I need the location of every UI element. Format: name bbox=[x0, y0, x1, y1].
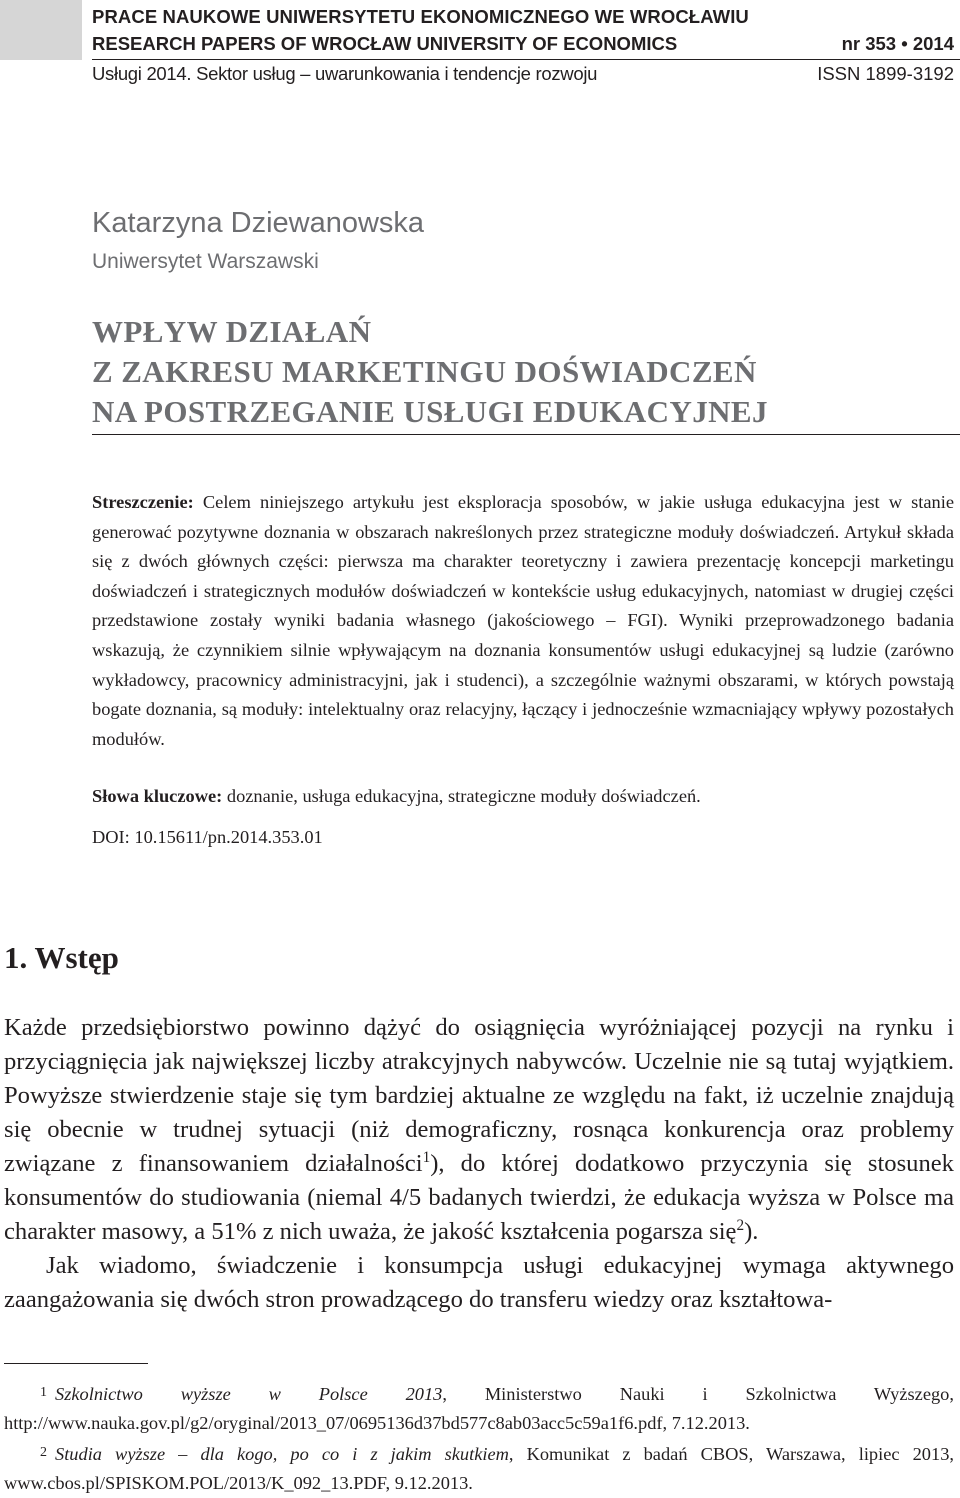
body-text-span: ), do której dodatkowo przyczynia się stosunek konsumentów do studiowania (niemal 4/5 badanych twierdzi, że edukacja wyższa w Polsce ma charakter masowy, a 51% z nich uważa, że jakość kształcenia pogarsza się bbox=[4, 1150, 954, 1245]
header-rule bbox=[92, 59, 960, 60]
header-gray-block bbox=[0, 0, 82, 60]
journal-issue: nr 353 • 2014 bbox=[841, 33, 954, 54]
keywords bbox=[92, 786, 701, 807]
footnote bbox=[4, 1438, 954, 1498]
abstract-label: Streszczenie: bbox=[92, 492, 194, 512]
body-text-span: ). bbox=[744, 1218, 759, 1245]
footnote-title: Szkolnictwo wyższe w Polsce 2013 bbox=[55, 1384, 443, 1404]
journal-name-en: RESEARCH PAPERS OF WROCŁAW UNIVERSITY OF ECONOMICS bbox=[92, 33, 678, 54]
author-name: Katarzyna Dziewanowska bbox=[92, 207, 425, 239]
title-line: WPŁYW DZIAŁAŃ bbox=[92, 314, 372, 349]
footnote-ref[interactable]: 1 bbox=[422, 1148, 431, 1166]
issn: ISSN 1899-3192 bbox=[817, 63, 954, 84]
journal-name-pl: PRACE NAUKOWE UNIWERSYTETU EKONOMICZNEGO WE WROCŁAWIU bbox=[92, 6, 749, 27]
footnotes bbox=[4, 1378, 954, 1498]
footnote-number: 1 bbox=[40, 1385, 47, 1400]
title-line: NA POSTRZEGANIE USŁUGI EDUKACYJNEJ bbox=[92, 394, 768, 429]
body-text bbox=[4, 1011, 954, 1317]
footnote bbox=[4, 1378, 954, 1438]
body-text-span: Każde przedsiębiorstwo powinno dążyć do osiągnięcia wyróżniającej pozycji na rynku i przyciągnięcia jak największej liczby atrakcyjnych nabywców. Uczelnie nie są tutaj wyjątkiem. Powyższe stwierdzenie staje się tym bardziej aktualne ze względu na fakt, iż uczelnie znajdują się obecnie w trudnej sytuacji (niż demograficzny, rosnąca konkurencja oraz problemy związane z finansowaniem działalności bbox=[4, 1014, 954, 1177]
footnote-ref[interactable]: 2 bbox=[736, 1216, 745, 1234]
doi: DOI: 10.15611/pn.2014.353.01 bbox=[92, 827, 323, 847]
footnote-number: 2 bbox=[40, 1445, 47, 1460]
title-rule bbox=[92, 434, 960, 435]
paper-title bbox=[92, 312, 768, 432]
footnote-title: Studia wyższe – dla kogo, po co i z jakim skutkiem bbox=[55, 1444, 509, 1464]
footnote-rule bbox=[4, 1363, 148, 1364]
author-affiliation: Uniwersytet Warszawski bbox=[92, 250, 319, 273]
keywords-label: Słowa kluczowe: bbox=[92, 786, 223, 806]
body-paragraph: Jak wiadomo, świadczenie i konsumpcja usługi edukacyjnej wymaga aktywnego zaangażowania się dwóch stron prowadzącego do transferu wiedzy oraz kształtowa- bbox=[4, 1252, 954, 1313]
footnote-text: , Komunikat z badań CBOS, Warszawa, lipiec 2013, www.cbos.pl/SPISKOM.POL/2013/K_092_13.PDF, 9.12.2013. bbox=[4, 1444, 954, 1493]
footnote-text: , Ministerstwo Nauki i Szkolnictwa Wyższego, http://www.nauka.gov.pl/g2/oryginal/2013_07/0695136d37bd577c8ab03acc5c59a1f6.pdf, 7.12.2013. bbox=[4, 1384, 954, 1433]
section-heading: 1. Wstęp bbox=[4, 940, 119, 975]
volume-row bbox=[92, 63, 954, 85]
abstract bbox=[92, 488, 954, 754]
title-line: Z ZAKRESU MARKETINGU DOŚWIADCZEŃ bbox=[92, 354, 757, 389]
keywords-text: doznanie, usługa edukacyjna, strategiczne moduły doświadczeń. bbox=[226, 786, 701, 806]
volume-title: Usługi 2014. Sektor usług – uwarunkowania i tendencje rozwoju bbox=[92, 63, 598, 84]
abstract-text: Celem niniejszego artykułu jest eksploracja sposobów, w jakie usługa edukacyjna jest w stanie generować pozytywne doznania w obszarach nakreślonych przez strategiczne moduły doświadczeń. Artykuł składa się z dwóch głównych części: pierwsza ma charakter teoretyczny i zawiera prezentację koncepcji marketingu doświadczeń i strategicznych modułów doświadczeń w kontekście usług edukacyjnych, natomiast w drugiej części przedstawione zostały wyniki badania własnego (jakościowego – FGI). Wyniki przeprowadzonego badania wskazują, że czynnikiem silnie wpływającym na doznania konsumentów usługi edukacyjnej są ludzie (zarówno wykładowcy, pracownicy administracyjni, jak i studenci), a szczególnie ważnymi obszarami, w których powstają bogate doznania, są moduły: intelektualny oraz relacyjny, łączący i jednocześnie wzmacniający wpływy pozostałych modułów. bbox=[92, 492, 954, 749]
journal-name-en-row bbox=[92, 33, 954, 55]
body-paragraph bbox=[4, 1011, 954, 1249]
